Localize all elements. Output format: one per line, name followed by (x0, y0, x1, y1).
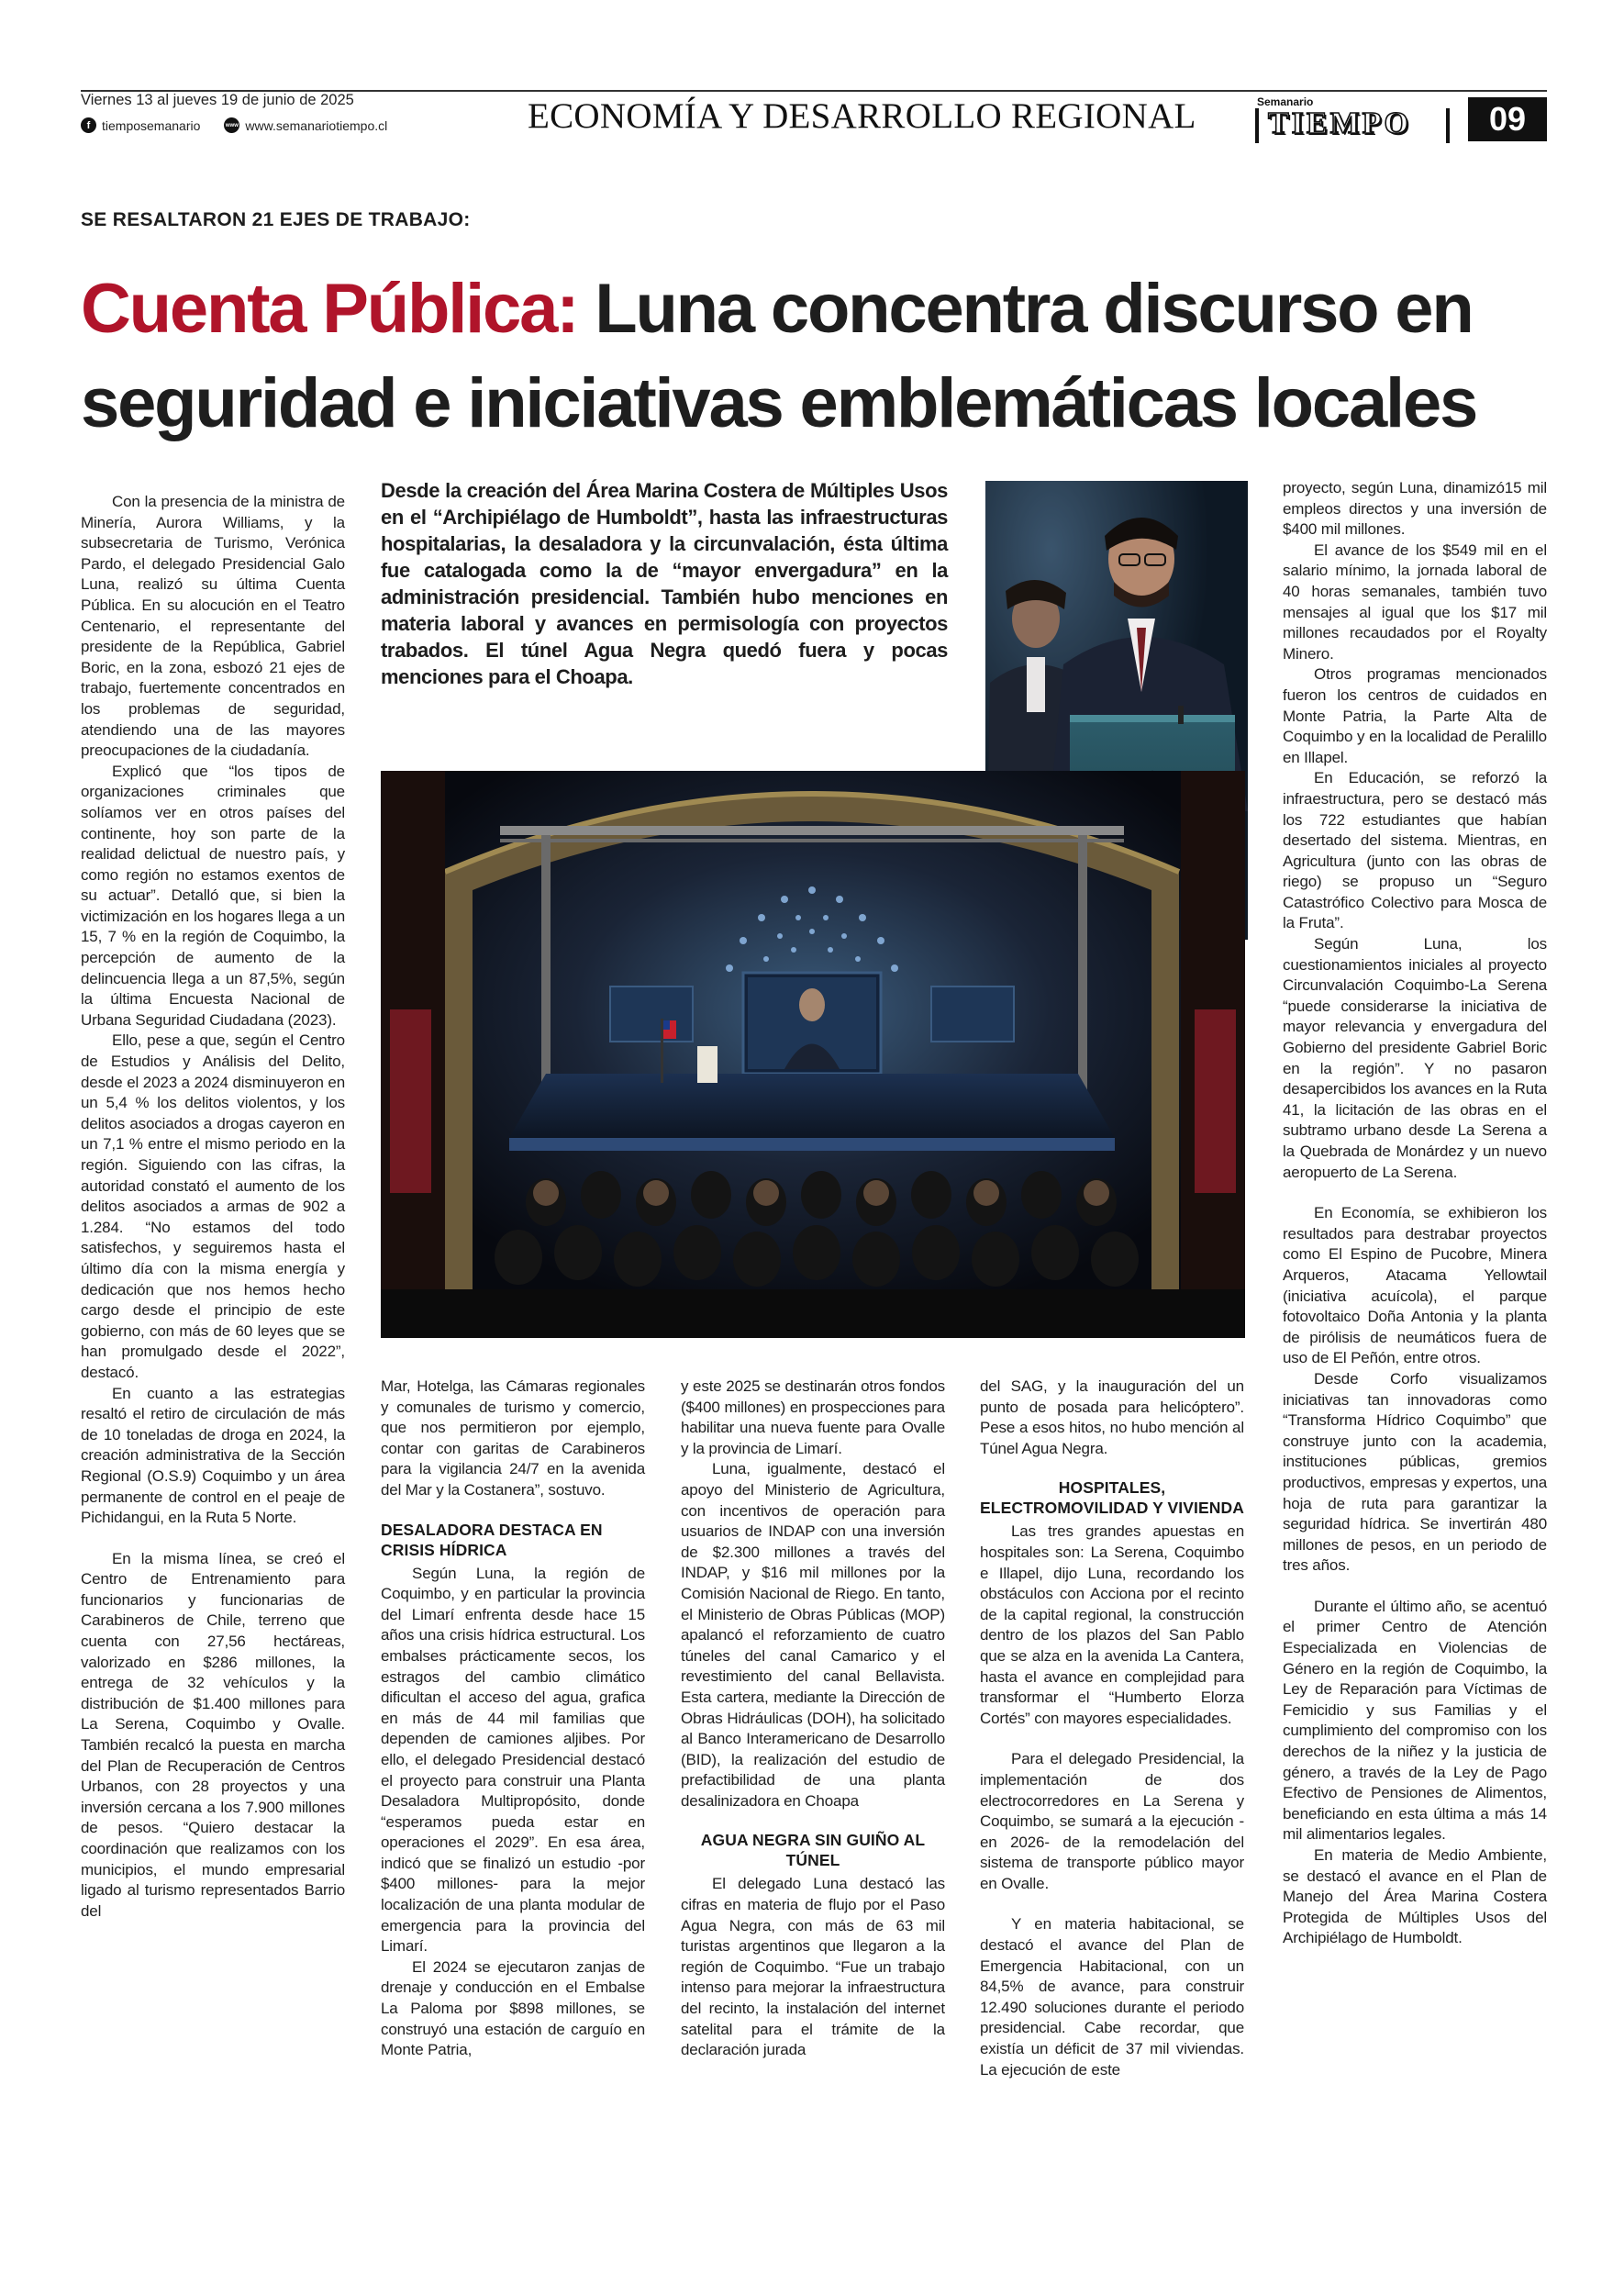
article-column-1 (81, 492, 345, 1922)
headline (81, 262, 1549, 451)
paragraph: Para el delegado Presidencial, la implementación de dos electrocorredores en La Serena y Coquimbo, se sumará a la ejecución -en 2026- de la remodelación del sistema de transporte público mayor en Ovalle. (980, 1750, 1244, 1892)
paragraph: Explicó que “los tipos de organizaciones criminales que solíamos ver en otros países del continente, hoy son parte de la realidad delictual de nuestro país, y como región no estamos exentos de su actuar”. Detalló que, si bien la victimización en los hogares llega a un 15, 7 % en la región de Coquimbo, la percepción de aumento de la delincuencia llega a un 87,5%, según la última Encuesta Nacional de Urbana Seguridad Ciudadana (2023). (81, 762, 345, 1029)
page-number: 09 (1468, 97, 1547, 141)
paragraph: El avance de los $549 mil en el salario mínimo, la jornada laboral de 40 horas semanales, también tuvo mensajes al igual que los $17 mil millones recaudados por el Royalty Minero. (1283, 541, 1547, 663)
kicker: SE RESALTARON 21 EJES DE TRABAJO: (81, 209, 471, 230)
paragraph: En cuanto a las estrategias resaltó el retiro de circulación de más de 10 toneladas de droga en 2024, la creación administrativa de la Sección Regional (O.S.9) Coquimbo y un área permanente de control en el peaje de Pichidangui, en la Ruta 5 Norte. (81, 1384, 345, 1527)
lede: Desde la creación del Área Marina Costera de Múltiples Usos en el “Archipiélago de Humboldt”, hasta las infraestructuras hospitalarias, la desaladora y la circunvalación, ésta última fue catalogada como la de “mayor envergadura” en la administración presidencial. También hubo menciones en materia laboral y avances en permisología con proyectos trabados. El túnel Agua Negra quedó fuera y pocas menciones para el Choapa. (381, 479, 948, 688)
paragraph: Según Luna, los cuestionamientos iniciales al proyecto Circunvalación Coquimbo-La Serena “puede considerarse la iniciativa de mayor relevancia y envergadura del Gobierno del presidente Gabriel Boric en la región”. Y no pasaron desapercibidos los avances en la Ruta 41, la licitación de las obras en el subtramo urbano desde La Serena a la Quebrada de Monárdez y un nuevo aeropuerto de La Serena. (1283, 935, 1547, 1181)
paragraph: Mar, Hotelga, las Cámaras regionales y comunales de turismo y comercio, que nos permitieron por ejemplo, contar con garitas de Carabineros para la vigilancia 24/7 en la avenida del Mar y la Costanera”, sostuvo. (381, 1377, 645, 1499)
paragraph: Y en materia habitacional, se destacó el avance del Plan de Emergencia Habitacional, con un 84,5% de avance, para construir 12.490 soluciones durante el periodo presidencial. Cabe recordar, que existía un déficit de 37 mil viviendas. La ejecución de este (980, 1915, 1244, 2079)
website-link[interactable]: www.semanariotiempo.cl (245, 117, 388, 133)
headline-line2: seguridad e iniciativas emblemáticas locales (81, 364, 1477, 442)
paragraph: En Economía, se exhibieron los resultados para destrabar proyectos como El Espino de Pucobre, Minera Arqueros, Atacama Yellowtail (iniciativa acuícola), el parque fotovoltaico Doña Antonia y la planta de pirólisis de neumáticos fuera de uso de El Peñón, entre otros. (1283, 1204, 1547, 1367)
paragraph: Luna, igualmente, destacó el apoyo del Ministerio de Agricultura, con incentivos de operación para usuarios de INDAP con una inversión de $2.300 millones a través del INDAP, y $16 mil millones por la Comisión Nacional de Riego. En tanto, el Ministerio de Obras Públicas (MOP) apalancó el reforzamiento de cuatro túneles del canal Camarico y el revestimiento del canal Bellavista. Esta cartera, mediante la Dirección de Obras Hidráulicas (DOH), ha solicitado al Banco Interamericano de Desarrollo (BID), la realización del estudio de prefactibilidad de una planta desalinizadora en Choapa (681, 1460, 945, 1810)
paragraph: En materia de Medio Ambiente, se destacó el avance en el Plan de Manejo del Área Marina Costera Protegida de Múltiples Usos del Archipiélago de Humboldt. (1283, 1846, 1547, 1947)
paragraph: Según Luna, la región de Coquimbo, y en particular la provincia del Limarí enfrenta desde hace 15 años una crisis hídrica estructural. Los embalses prácticamente secos, los estragos del cambio climático dificultan el acceso del agua, grafica en más de 44 mil familias que dependen de camiones aljibes. Por ello, el delegado Presidencial destacó el proyecto para construir una Planta Desaladora Multipropósito, donde “esperamos pueda estar en operaciones el 2029”. En esa área, indicó que se finalizó un estudio -por $400 millones- para la mejor localización de una planta modular de emergencia para la provincia del Limarí. (381, 1564, 645, 1956)
headline-highlight: Cuenta Pública: (81, 270, 578, 348)
paragraph: Durante el último año, se acentuó el primer Centro de Atención Especializada en Violencias de Género en la región de Coquimbo, la Ley de Reparación para Víctimas de Femicidio y sus Familias y el cumplimiento del compromiso con los derechos de la niñez y la justicia de género, a través de la Ley de Pago Efectivo de Pensiones de Alimentos, beneficiando en esta última a más 14 mil alimentarios legales. (1283, 1597, 1547, 1844)
paragraph: En Educación, se reforzó la infraestructura, pero se destacó más los 722 estudiantes que habían desertado del sistema. Mientras, en Agricultura (junto con las obras de riego) se propuso un “Seguro Catastrófico Colectivo para Mosca de la Fruta”. (1283, 769, 1547, 932)
newspaper-logo (1255, 92, 1450, 145)
paragraph: En la misma línea, se creó el Centro de Entrenamiento para funcionarios y funcionarias de Carabineros de Chile, terreno que cuenta con 27,56 hectáreas, valorizado en $286 millones, la entrega de 32 vehículos y la distribución de $1.400 millones para La Serena, Coquimbo y Ovalle. También recalcó la puesta en marcha del Plan de Recuperación de Centros Urbanos, con 28 proyectos y una inversión cercana a los 7.900 millones de pesos. “Quiero destacar la coordinación que realizamos con los municipios, el mundo empresarial ligado al turismo representados Barrio del (81, 1549, 345, 1920)
article-column-5 (1283, 478, 1547, 1949)
issue-date: Viernes 13 al jueves 19 de junio de 2025 (81, 92, 354, 108)
paragraph: El delegado Luna destacó las cifras en materia de flujo por el Paso Agua Negra, con más de 63 mil turistas argentinos que llegaron a la región de Coquimbo. “Fue un trabajo intenso para mejorar la infraestructura del recinto, la instalación del internet satelital para el trámite de la declaración jurada (681, 1875, 945, 2059)
paragraph: El 2024 se ejecutaron zanjas de drenaje y conducción en el Embalse La Paloma por $898 millones, se construyó una estación de carguío en Monte Patria, (381, 1957, 645, 2059)
article-column-4 (980, 1377, 1244, 2080)
logo-name: TIEMPO (1268, 106, 1411, 140)
subheading: HOSPITALES, ELECTROMOVILIDAD Y VIVIENDA (980, 1478, 1244, 1518)
subheading: DESALADORA DESTACA EN CRISIS HÍDRICA (381, 1520, 603, 1559)
paragraph: proyecto, según Luna, dinamizó15 mil empleos directos y una inversión de $400 mil millones. (1283, 479, 1547, 539)
paragraph: Con la presencia de la ministra de Minería, Aurora Williams, y la subsecretaria de Turismo, Verónica Pardo, el delegado Presidencial Galo Luna, realizó su última Cuenta Pública. En su alocución en el Teatro Centenario, el representante del presidente de la República, Gabriel Boric, en la zona, esbozó 21 ejes de trabajo, fuertemente concentrados en los problemas de seguridad, atendiendo una de las mayores preocupaciones de la ciudadanía. (81, 493, 345, 760)
paragraph: Desde Corfo visualizamos iniciativas tan innovadoras como “Transforma Hídrico Coquimbo” que construye junto con la academia, instituciones públicas, gremios productivos, empresas y expertos, una hoja de ruta para garantizar la seguridad hídrica. Se invertirán 480 millones de pesos, en un periodo de tres años. (1283, 1369, 1547, 1575)
headline-line1: Luna concentra discurso en (577, 270, 1473, 348)
subheading: AGUA NEGRA SIN GUIÑO AL TÚNEL (700, 1831, 926, 1870)
article-column-2 (381, 1377, 645, 2061)
facebook-handle[interactable]: tiemposemanario (102, 117, 201, 133)
section-title: ECONOMÍA Y DESARROLLO REGIONAL (528, 96, 1196, 136)
paragraph: del SAG, y la inauguración del un punto de posada para helicóptero”. Pese a esos hitos, no hubo mención al Túnel Agua Negra. (980, 1377, 1244, 1457)
paragraph: Ello, pese a que, según el Centro de Estudios y Análisis del Delito, desde el 2023 a 2024 disminuyeron en un 5,4 % los delitos violentos, y los delitos asociados a drogas cayeron en un 7,1 % entre el mismo periodo en la región. Siguiendo con las cifras, la autoridad constató el aumento de los delitos asociados a armas de 902 a 1.284. “No estamos del todo satisfechos, y seguiremos hasta el último día con la misma energía y dedicación que nos hemos hecho cargo desde el principio de este gobierno, con más de 60 leyes que se han promulgado desde el 2022”, destacó. (81, 1031, 345, 1381)
facebook-icon: f (81, 117, 96, 133)
article-column-3 (681, 1377, 945, 2061)
theater-photo (381, 771, 1245, 1338)
globe-icon: www (224, 117, 239, 133)
logo-subtitle: Semanario (1257, 95, 1314, 108)
paragraph: Otros programas mencionados fueron los centros de cuidados en Monte Patria, la Parte Alta de Coquimbo y en la localidad de Peralillo en Illapel. (1283, 665, 1547, 766)
paragraph: y este 2025 se destinarán otros fondos ($400 millones) en prospecciones para habilitar una nueva fuente para Ovalle y la provincia de Limarí. (681, 1377, 945, 1457)
paragraph: Las tres grandes apuestas en hospitales son: La Serena, Coquimbo e Illapel, dijo Luna, recordando los obstáculos con Acciona por el recinto de la capital regional, la construcción dentro de los plazos del San Pablo que se alza en la avenida La Cantera, hasta el avance en complejidad para transformar el “Humberto Elorza Cortés” con mayores especialidades. (980, 1522, 1244, 1727)
social-links (81, 117, 387, 133)
